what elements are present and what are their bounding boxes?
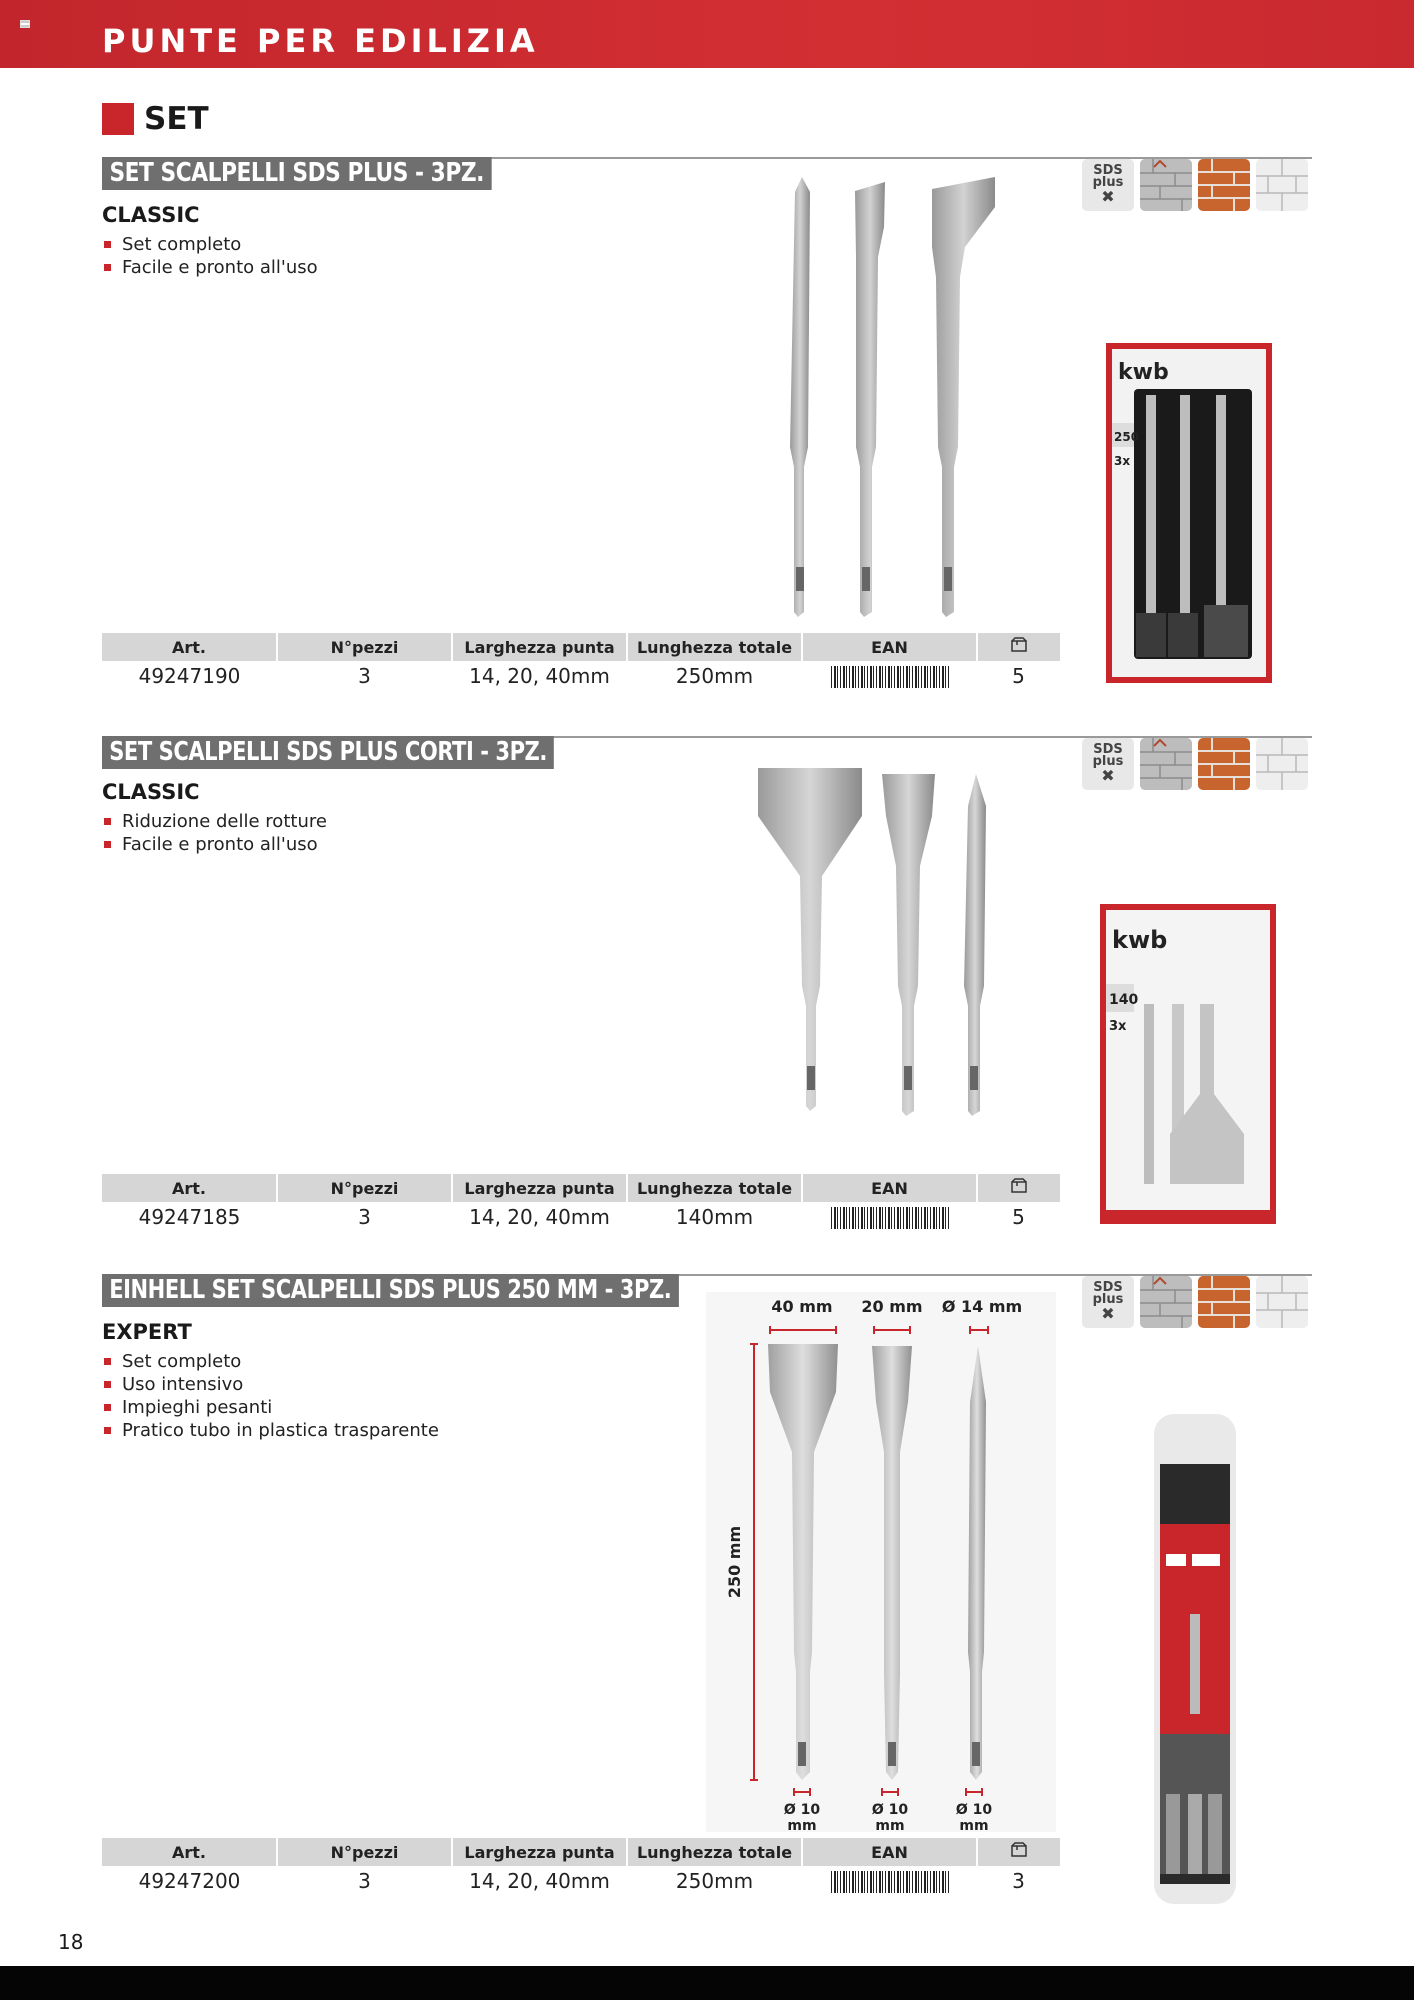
material-icons bbox=[1082, 1276, 1308, 1328]
feature-item: Uso intensivo bbox=[102, 1373, 439, 1396]
category-label: SET bbox=[144, 101, 209, 137]
product-image bbox=[706, 1292, 1056, 1832]
feature-item: Pratico tubo in plastica trasparente bbox=[102, 1419, 439, 1442]
col-header: Lunghezza totale bbox=[627, 1174, 802, 1202]
barcode-icon bbox=[831, 666, 949, 688]
ean-barcode bbox=[802, 1866, 977, 1896]
package-image bbox=[1100, 904, 1276, 1224]
product-section-1 bbox=[0, 157, 1414, 697]
svg-text:Ø 14 mm: Ø 14 mm bbox=[941, 1297, 1023, 1316]
svg-text:250 mm: 250 mm bbox=[725, 1525, 744, 1599]
package-icon bbox=[977, 1174, 1060, 1202]
material-icons bbox=[1082, 159, 1308, 211]
product-section-2 bbox=[0, 736, 1414, 1256]
pieces-cell: 3 bbox=[358, 1205, 371, 1229]
limestone-icon bbox=[1256, 159, 1308, 211]
feature-item: Set completo bbox=[102, 1350, 439, 1373]
feature-item: Set completo bbox=[102, 233, 318, 256]
length-cell: 250mm bbox=[675, 664, 754, 688]
length-cell: 250mm bbox=[675, 1869, 754, 1893]
art-cell: 49247200 bbox=[138, 1869, 241, 1893]
limestone-icon bbox=[1256, 738, 1308, 790]
col-header: Lunghezza totale bbox=[627, 1838, 802, 1866]
spec-table bbox=[102, 633, 1060, 691]
package-image bbox=[1150, 1414, 1240, 1904]
svg-text:mm: mm bbox=[959, 1818, 989, 1832]
svg-text:3x: 3x bbox=[1114, 454, 1131, 468]
footer-bar bbox=[0, 1966, 1414, 2000]
spec-table bbox=[102, 1174, 1060, 1232]
col-header: EAN bbox=[802, 1174, 977, 1202]
col-header: Larghezza punta bbox=[452, 633, 627, 661]
svg-text:mm: mm bbox=[787, 1818, 817, 1832]
tip-width-cell: 14, 20, 40mm bbox=[469, 1869, 610, 1893]
svg-text:40 mm: 40 mm bbox=[771, 1297, 833, 1316]
table-row bbox=[102, 1202, 1060, 1232]
art-cell: 49247190 bbox=[138, 664, 241, 688]
brick-icon bbox=[1198, 738, 1250, 790]
length-cell: 140mm bbox=[675, 1205, 754, 1229]
product-image bbox=[750, 766, 1010, 1146]
svg-text:mm: mm bbox=[875, 1818, 905, 1832]
pieces-cell: 3 bbox=[358, 1869, 371, 1893]
header-bar bbox=[0, 0, 1414, 68]
feature-list bbox=[102, 1350, 439, 1442]
product-image bbox=[760, 167, 1020, 627]
svg-text:kwb: kwb bbox=[1112, 926, 1168, 954]
svg-text:140: 140 bbox=[1109, 992, 1139, 1008]
svg-text:kwb: kwb bbox=[1118, 360, 1169, 385]
product-section-3 bbox=[0, 1274, 1414, 1914]
col-header: N°pezzi bbox=[277, 1838, 452, 1866]
brick-icon bbox=[1198, 1276, 1250, 1328]
col-header: Lunghezza totale bbox=[627, 633, 802, 661]
col-header: Art. bbox=[102, 1838, 277, 1866]
col-header: Art. bbox=[102, 1174, 277, 1202]
tip-width-cell: 14, 20, 40mm bbox=[469, 1205, 610, 1229]
barcode-icon bbox=[831, 1871, 949, 1893]
concrete-icon bbox=[1140, 159, 1192, 211]
product-grade: CLASSIC bbox=[102, 203, 200, 227]
package-icon bbox=[977, 633, 1060, 661]
feature-list bbox=[102, 810, 327, 856]
col-header: EAN bbox=[802, 633, 977, 661]
col-header: N°pezzi bbox=[277, 633, 452, 661]
svg-text:Ø 10: Ø 10 bbox=[955, 1802, 993, 1818]
concrete-icon bbox=[1140, 738, 1192, 790]
sds-plus-icon: SDS plus ✖ bbox=[1082, 738, 1134, 790]
material-icons bbox=[1082, 738, 1308, 790]
product-title: EINHELL SET SCALPELLI SDS PLUS 250 MM - 3PZ. bbox=[102, 1274, 679, 1307]
product-grade: CLASSIC bbox=[102, 780, 200, 804]
col-header: Art. bbox=[102, 633, 277, 661]
ean-barcode bbox=[802, 661, 977, 691]
pack-qty-cell: 3 bbox=[1012, 1869, 1025, 1893]
col-header: N°pezzi bbox=[277, 1174, 452, 1202]
svg-text:20 mm: 20 mm bbox=[861, 1297, 923, 1316]
product-title: SET SCALPELLI SDS PLUS CORTI - 3PZ. bbox=[102, 736, 554, 769]
pack-qty-cell: 5 bbox=[1012, 1205, 1025, 1229]
package-image bbox=[1106, 343, 1272, 683]
table-row bbox=[102, 661, 1060, 691]
feature-item: Impieghi pesanti bbox=[102, 1396, 439, 1419]
feature-item: Facile e pronto all'uso bbox=[102, 256, 318, 279]
limestone-icon bbox=[1256, 1276, 1308, 1328]
category-heading bbox=[102, 102, 209, 136]
brick-icon bbox=[1198, 159, 1250, 211]
barcode-icon bbox=[831, 1207, 949, 1229]
svg-text:Ø 10: Ø 10 bbox=[871, 1802, 909, 1818]
ean-barcode bbox=[802, 1202, 977, 1232]
col-header: EAN bbox=[802, 1838, 977, 1866]
feature-item: Facile e pronto all'uso bbox=[102, 833, 327, 856]
flag-icon bbox=[20, 20, 30, 28]
product-grade: EXPERT bbox=[102, 1320, 192, 1344]
package-icon bbox=[977, 1838, 1060, 1866]
feature-item: Riduzione delle rotture bbox=[102, 810, 327, 833]
concrete-icon bbox=[1140, 1276, 1192, 1328]
svg-text:250: 250 bbox=[1114, 430, 1140, 444]
svg-text:Ø 10: Ø 10 bbox=[783, 1802, 821, 1818]
tip-width-cell: 14, 20, 40mm bbox=[469, 664, 610, 688]
spec-table bbox=[102, 1838, 1060, 1896]
sds-plus-icon: SDS plus ✖ bbox=[1082, 1276, 1134, 1328]
svg-text:3x: 3x bbox=[1109, 1019, 1127, 1034]
col-header: Larghezza punta bbox=[452, 1174, 627, 1202]
art-cell: 49247185 bbox=[138, 1205, 241, 1229]
feature-list bbox=[102, 233, 318, 279]
page-number: 18 bbox=[58, 1930, 84, 1954]
table-row bbox=[102, 1866, 1060, 1896]
product-title: SET SCALPELLI SDS PLUS - 3PZ. bbox=[102, 157, 491, 190]
red-square-icon bbox=[102, 103, 134, 135]
pack-qty-cell: 5 bbox=[1012, 664, 1025, 688]
sds-plus-icon: SDS plus ✖ bbox=[1082, 159, 1134, 211]
col-header: Larghezza punta bbox=[452, 1838, 627, 1866]
pieces-cell: 3 bbox=[358, 664, 371, 688]
page-title: PUNTE PER EDILIZIA bbox=[102, 22, 539, 60]
